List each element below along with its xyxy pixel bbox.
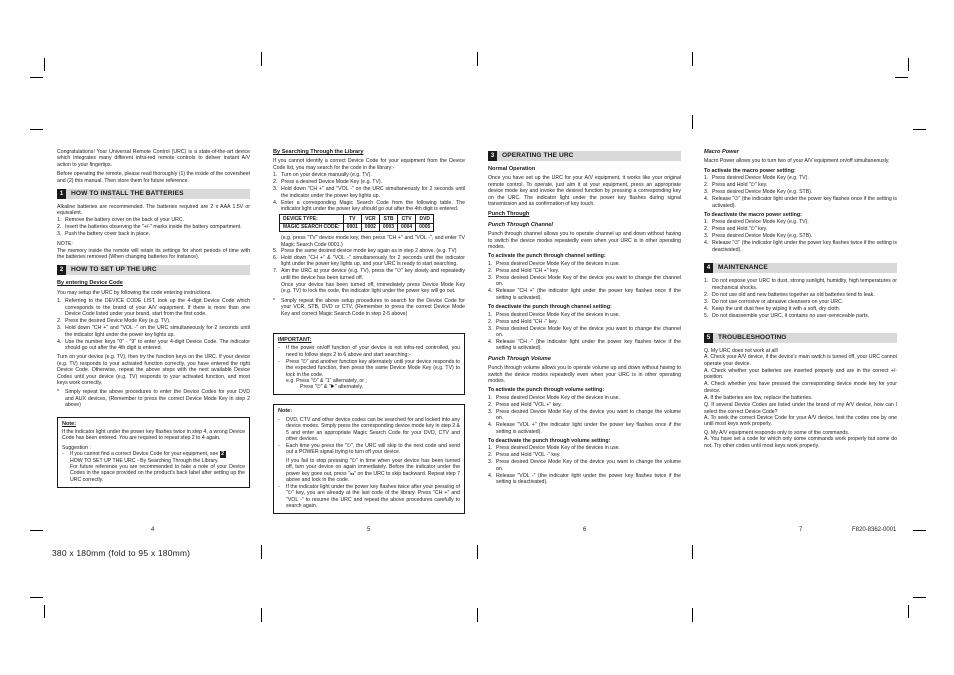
page-number: 7 (799, 527, 803, 533)
list-item: 2. Press and Hold "CH -" key. (488, 318, 558, 325)
section-title: HOW TO INSTALL THE BATTERIES (71, 189, 184, 197)
note-box-title: Note: (62, 420, 77, 427)
intro-paragraph-2: Before operating the remote, please read thoroughly (1) the inside of the coversheet and (2) this manual. Then store them for future reference. (57, 171, 250, 184)
note-title: Note: (278, 408, 293, 415)
note-box (273, 404, 465, 514)
search-steps-2 (273, 248, 465, 281)
list-item: A. Check whether your batteries are inserted properly and are in the correct +/- position. (704, 367, 897, 381)
crop-mark (261, 52, 262, 66)
section-number: 5 (704, 333, 713, 343)
intro-paragraph: Congratulations! Your Universal Remote Control (URC) is a state-of-the-art device which integrates many different infra-red remote controls to deliver instant A/V action to your fingertips. (57, 149, 250, 168)
ptc-text: Punch through channel allows you to operate channel up and down without having to switch the device modes repeatedly even when your URC is in other operating modes. (488, 231, 681, 251)
list-item: 2. Press and Hold "CH +" key. (488, 267, 560, 274)
crop-mark (44, 605, 45, 618)
ptc-deactivate-steps (488, 312, 681, 352)
crop-mark (692, 52, 693, 66)
section-header-troubleshooting (704, 333, 897, 343)
crop-mark (477, 52, 478, 66)
list-item: 2. Press and Hold "⏻" key. (704, 226, 768, 233)
page-number: 5 (367, 527, 371, 533)
list-item: 4. Release "⏻" (the indicator light under the power key flashes once if the setting is activated). (704, 196, 897, 209)
subheading: By Searching Through the Library (273, 149, 364, 155)
list-item: - If the power on/off function of your device is not infra-red controlled, you need to follow steps 2 to 6 above and start searching:- (278, 345, 460, 358)
deactivate-title: To deactivate the punch through volume setting: (488, 437, 611, 444)
crop-mark (477, 545, 478, 559)
subheading-italic: Punch Through Volume (488, 355, 551, 362)
section-number: 4 (704, 263, 713, 273)
list-item: 3. Press desired Device Mode Key (e.g. STB). (704, 189, 813, 196)
section-number: 1 (57, 189, 66, 199)
list-item: 6. Hold down "CH +" & "VOL -" simultaneously for 2 seconds until the indicator light under the power key lights up, and your URC is ready to start searching. (273, 255, 465, 268)
section-header-maintenance (704, 263, 897, 273)
battery-steps (57, 217, 250, 237)
question: Q. My A/V equipment responds only to some of the commands. (704, 429, 850, 436)
part-number: F820-8362-0001 (852, 527, 897, 533)
important-box (273, 333, 465, 395)
column-page-7 (704, 149, 897, 451)
list-item: 2. Insert the batteries observing the "+/-" marks inside the battery compartment. (57, 223, 242, 230)
entering-star (57, 389, 250, 408)
list-item: 1. Turn on your device manually (e.g. TV). (273, 172, 372, 179)
battery-lead: Alkaline batteries are recommended. The batteries required are 2 x AAA 1.5V or equivalent. (57, 204, 250, 217)
list-item: 1. Press desired Device Mode Key of the devices in use. (488, 445, 620, 452)
table-row (280, 215, 434, 223)
troubleshooting-qa (704, 348, 897, 449)
column-page-5 (273, 149, 465, 518)
crop-mark (261, 608, 262, 622)
entering-after: Turn on your device (e.g. TV), then try the function keys on the URC. If your device (e.g. TV) responds to your activated function correctly, you have entered the right Device Code. Otherwise, repeat the above steps with the next available Device Codes until your device (e.g. TV) responds to your activated function, and most keys work correctly. (57, 354, 250, 386)
crop-mark (30, 530, 43, 531)
page-number: 6 (583, 527, 587, 533)
list-item: - If the indicator light under the power key flashes twice after your pressing of "⏻" key, you are already at the last code of the library. Press "CH +" and "VOL -" to resume the URC and repeat the above procedures carefully to search again. (278, 484, 460, 510)
crop-mark (913, 530, 926, 531)
crop-mark (908, 605, 909, 618)
table-header-cell: DEVICE TYPE: (280, 215, 344, 223)
important-list (278, 345, 460, 390)
subheading-italic: Punch Through Channel (488, 221, 553, 228)
macro-power-text: Macro Power allows you to turn two of your A/V equipment on/off simultaneously. (704, 158, 890, 165)
list-item: 3. Push the battery cover back in place. (57, 230, 151, 237)
crop-mark (913, 129, 926, 130)
list-item: 4. Release "CH -" (the indicator light under the power key flashes twice if the setting is activated). (488, 338, 681, 352)
question: Q. If several Device Codes are listed under the brand of my A/V device, how can I select the correct Device Code? (704, 402, 897, 415)
list-item: 2. Press and Hold "VOL +" key. (488, 401, 562, 408)
mp-activate-steps (704, 175, 897, 209)
list-item: - Each time you press the "⏻", the URC will skip to the next code and send out a POWER signal trying to turn off your device. If you fail to stop pressing "⏻" in time when your device has been turned off, turn your device on again immediately. Before the indicator under the power key goes out, press "⏮" on the URC to skip backward. Repeat step 7 above and lock in the code. (278, 442, 460, 483)
section-title: MAINTENANCE (718, 264, 768, 272)
list-item: 3. Hold down "CH +" and "VOL -" on the URC simultaneously for 2 seconds until the indicator light under the power key lights up. (57, 325, 250, 338)
crop-mark (692, 545, 693, 559)
subheading-italic: Macro Power (704, 149, 739, 155)
note-box-text: If the indicator light under the power key flashes twice in step 4, a wrong Device Code has been entered. You are required to repeat step 2 to 4 again. (62, 428, 245, 442)
note-middle: If you fail to stop pressing "⏻" in time when your device has been turned off, turn your device on again immediately. Before the indicator under the power key goes out, press "⏮" on the URC to skip backward. Repeat step 7 above and lock in the code. (286, 457, 460, 483)
list-item: 3. Press desired Device Mode Key of the device you want to change the volume on. (488, 408, 681, 422)
crop-mark (692, 115, 693, 129)
list-item: 3. Do not use corrosive or abrasive cleansers on your URC. (704, 298, 844, 305)
list-item: 3. Press desired Device Mode Key of the device you want to change the channel on. (488, 325, 681, 338)
list-item: 3. Press desired Device Mode Key of the device you want to change the channel on. (488, 274, 681, 288)
list-item: 5. Press the same desired device mode key again as in step 2 above. (e.g. TV) (273, 248, 457, 255)
crop-mark (30, 77, 43, 78)
note-text: The memory inside the remote will retain its settings for short periods of time with the batteries removed (When changing batteries for instance). (57, 247, 250, 261)
answer: A. You have set a code for which only some commands work properly but some do not. Try other codes until most keys work properly. (704, 436, 897, 449)
table-header-cell: DVD (416, 215, 434, 223)
ptc-activate-steps (488, 261, 681, 301)
list-item: 1. Press desired Device Mode Key (e.g. TV). (704, 219, 809, 226)
list-item: 4. Enter a corresponding Magic Search Code from the following table. The indicator light under the power key should go out after the 4th digit is entered. (273, 199, 465, 213)
list-item: 3. Hold down "CH +" and "VOL -" on the URC simultaneously for 2 seconds until the indicator under the power key lights up. (273, 186, 465, 199)
list-item: 2. Press a desired Device Mode Key (e.g. TV). (273, 179, 383, 186)
crop-mark (692, 608, 693, 622)
crop-mark (913, 597, 926, 598)
note-label: NOTE: (57, 241, 73, 248)
page-number: 4 (151, 527, 155, 533)
subheading: Punch Through (488, 211, 530, 218)
table-cell: 0003 (379, 223, 397, 231)
crop-mark (30, 597, 43, 598)
list-item: 1. Press desired Device Mode Key of the devices in use. (488, 260, 620, 267)
activate-title: To activate the punch through volume setting: (488, 387, 605, 394)
section-title: TROUBLESHOOTING (718, 333, 787, 341)
list-item: 1. Press desired Device Mode Key (e.g. TV). (704, 175, 809, 182)
list-item: 2. Press and Hold "⏻" key. (704, 182, 768, 189)
activate-title: To activate the macro power setting: (704, 167, 796, 174)
list-item: 2. Do not use old and new batteries together as old batteries tend to leak. (704, 291, 875, 298)
list-item: A. If the batteries are low, replace the batteries. (704, 394, 813, 401)
activate-title: To activate the punch through channel setting: (488, 253, 606, 260)
crop-mark (895, 77, 908, 78)
note-list (278, 417, 460, 510)
list-item: 4. Use the number keys "0" - "9" to enter your 4-digit Device Code. The indicator should go out after the 4th digit is entered. (57, 338, 250, 351)
table-cell: 0005 (416, 223, 434, 231)
answers (704, 354, 897, 401)
list-item: 1. Press desired Device Mode Key of the devices in use. (488, 311, 620, 318)
list-item: 2. Press the desired Device Mode Key (e.g. TV). (57, 318, 171, 325)
list-item: 1. Press desired Device Mode Key of the devices in use. (488, 394, 620, 401)
search-steps (273, 172, 465, 212)
crop-mark (477, 608, 478, 622)
list-item: * Simply repeat the above procedures to enter the Device Codes for your DVD and AUX devices, (Remember to press the correct Device Mode Key in step 2 above) (57, 389, 250, 409)
list-item: 4. Release "⏻" (the indicator light under the power key flashes twice if the setting is deactivated). (704, 240, 897, 253)
list-item: 1. Remove the battery cover on the back of your URC. (57, 216, 185, 223)
section-number: 2 (57, 265, 66, 275)
list-item: * Simply repeat the above setup procedures to search for the Device Code for your VCR, STB, DVD or CTV, (Remember to press the correct Device Mode Key and correct Magic Search Code in step 2-5 above) (273, 297, 465, 317)
column-page-4 (57, 149, 250, 492)
list-item: 5. Do not disassemble your URC, it contains no user-serviceable parts. (704, 312, 870, 319)
list-item: 4. Release "VOL -" (the indicator light under the power key flashes twice if the setting is deactivated). (488, 472, 681, 486)
question: Q. My URC does not work at all! (704, 348, 779, 355)
crop-mark (261, 545, 262, 559)
maintenance-list (704, 278, 897, 319)
list-item: 7. Aim the URC at your device (e.g. TV), press the "⏻" key slowly and repeatedly until the device has been turned off. (273, 268, 465, 281)
suggestion-label: Suggestion : (62, 444, 91, 451)
section-badge: 2 (221, 451, 225, 458)
deactivate-title: To deactivate the punch through channel setting: (488, 304, 612, 311)
suggestion-list (62, 451, 245, 483)
important-title: IMPORTANT: (278, 336, 312, 343)
list-item: 4. Release "VOL +" (the indicator light under the power key flashes once if the setting is activated). (488, 422, 681, 435)
ptv-text: Punch through volume allows you to operate volume up and down without having to switch the device modes repeatedly even when your URC is in other operating modes. (488, 365, 681, 384)
note-box (57, 417, 250, 488)
table-header-cell: VCR (361, 215, 379, 223)
search-star (273, 298, 465, 317)
answer: A. To seek the correct Device Code for your A/V device, test the codes one by one until most keys work properly. (704, 414, 897, 428)
mp-deactivate-steps (704, 219, 897, 253)
list-item: - If you cannot find a correct Device Code for your equipment, see 2 HOW TO SET UP THE URC - By Searching Through the Library. For future reference you are recommended to take a note of your Device Codes in the space provided on the product's back label after setting up the URC correctly. (62, 451, 245, 483)
section-header-operating (488, 151, 681, 161)
section-number: 3 (488, 151, 497, 161)
table-row (280, 223, 434, 231)
subheading: By entering Device Code (57, 280, 123, 287)
column-page-6 (488, 149, 681, 489)
table-cell: 0004 (398, 223, 416, 231)
list-item: - Press "⏻" and another function key alternately until your device responds to the expected function, then press the same Device Mode Key (e.g. TV) to lock in the code. e.g. Press "⏻" & "1" alternately, or ; Press "⏻" & "▶" alternately. (278, 358, 460, 391)
list-item: 1. Referring to the DEVICE CODE LIST, look up the 4-digit Device Code which corresponds to the brand of your A/V equipment. If there is more than one Device Code listed under your brand, start from the first code. (57, 298, 250, 318)
entering-steps (57, 298, 250, 351)
table-cell: 0001 (343, 223, 361, 231)
list-item: 4. Release "CH +" (the indicator light under the power key flashes once if the setting is activated). (488, 288, 681, 301)
list-item: A. Check whether you have pressed the corresponding device mode key for your device. (704, 381, 897, 394)
table-cell: MAGIC SEARCH CODE: (280, 223, 344, 231)
section-header-batteries (57, 189, 250, 199)
entering-lead: You may setup the URC by following the code entering instructions. (57, 289, 212, 296)
list-item: 4. Keep the unit dust free by wiping it with a soft, dry cloth. (704, 305, 841, 312)
ptv-activate-steps (488, 395, 681, 435)
step7-continued: Once your device has been turned off, immediately press Device Mode Key (e.g. TV) to lock the code, the indicator light under the power key will go out. (281, 281, 465, 295)
table-cell: 0002 (361, 223, 379, 231)
list-item: 1. Do not expose your URC to dust, strong sunlight, humidity, high temperatures or mechanical shocks. (704, 278, 897, 291)
section-header-setup (57, 265, 250, 275)
section-title: HOW TO SET UP THE URC (71, 266, 157, 274)
list-item: 3. Press desired Device Mode Key (e.g. STB). (704, 233, 813, 240)
crop-mark (44, 58, 45, 71)
table-header-cell: CTV (398, 215, 416, 223)
table-header-cell: STB (379, 215, 397, 223)
crop-mark (908, 58, 909, 71)
section-title: OPERATING THE URC (502, 151, 574, 159)
table-header-cell: TV (343, 215, 361, 223)
list-item: 3. Press desired Device Mode Key of the device you want to change the volume on. (488, 459, 681, 472)
crop-mark (30, 129, 43, 130)
magic-search-code-table (279, 214, 434, 232)
deactivate-title: To deactivate the macro power setting: (704, 212, 802, 219)
list-item: A. Check your A/V device, if the device's main switch is turned off, your URC cannot operate your device. (704, 354, 897, 367)
size-caption: 380 x 180mm (fold to 95 x 180mm) (52, 548, 191, 558)
table-note: (e.g. press "TV" device mode key, then press "CH +" and "VOL -", and enter TV Magic Search Code 0001.) (281, 235, 465, 248)
ptv-deactivate-steps (488, 445, 681, 485)
list-item: 2. Press and Hold "VOL -" key. (488, 452, 561, 459)
normal-text: Once you have set up the URC for your A/V equipment, it works like your original remote control. To operate, just aim it at your equipment, press an appropriate device mode key and invoke the desired function by pressing a corresponding key on the URC. The indicator light under the power key flashes during signal transmission and as confirmation of key touch. (488, 175, 681, 208)
list-item: - DVD, CTV and other device codes can be searched for and locked into any device modes. Simply press the corresponding device mode key in step 2 & 5 and enter an appropriate Magic Search Code for your DVD, CTV and other devices. (278, 416, 460, 442)
subheading: Normal Operation (488, 166, 536, 172)
search-lead: If you cannot identify a correct Device Code for your equipment from the Device Code list, you may search for the code in the library:- (273, 158, 465, 171)
